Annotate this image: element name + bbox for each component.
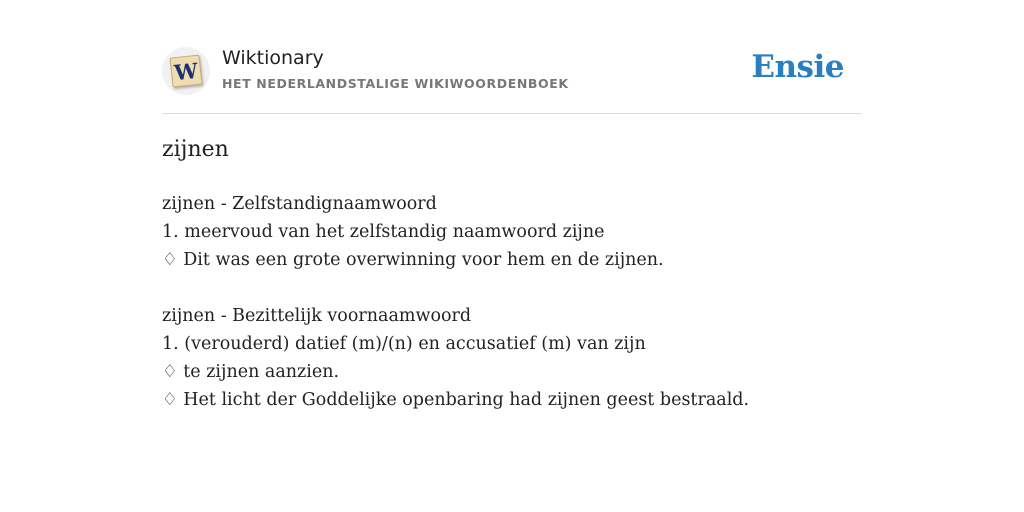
entry-definition: 1. meervoud van het zelfstandig naamwoord zijne — [162, 222, 605, 242]
site-tagline: HET NEDERLANDSTALIGE WIKIWOORDENBOEK — [222, 76, 569, 91]
page-title: zijnen — [162, 137, 229, 162]
entry-noun — [162, 190, 862, 274]
ensie-brand-link[interactable]: Ensie — [751, 49, 844, 85]
entry-heading: zijnen - Bezittelijk voornaamwoord — [162, 306, 472, 326]
site-header — [162, 44, 862, 114]
entry-example: ♢ Dit was een grote overwinning voor hem en de zijnen. — [162, 250, 664, 270]
entry-pronoun — [162, 302, 862, 414]
logo-tile: W — [170, 55, 203, 88]
entry-definition: 1. (verouderd) datief (m)/(n) en accusatief (m) van zijn — [162, 334, 646, 354]
site-title[interactable]: Wiktionary — [222, 47, 324, 69]
entry-example: ♢ Het licht der Goddelijke openbaring had zijnen geest bestraald. — [162, 390, 750, 410]
definition-content — [162, 190, 862, 414]
wiktionary-logo-icon[interactable] — [162, 47, 210, 95]
entry-example: ♢ te zijnen aanzien. — [162, 362, 340, 382]
entry-heading: zijnen - Zelfstandignaamwoord — [162, 194, 437, 214]
